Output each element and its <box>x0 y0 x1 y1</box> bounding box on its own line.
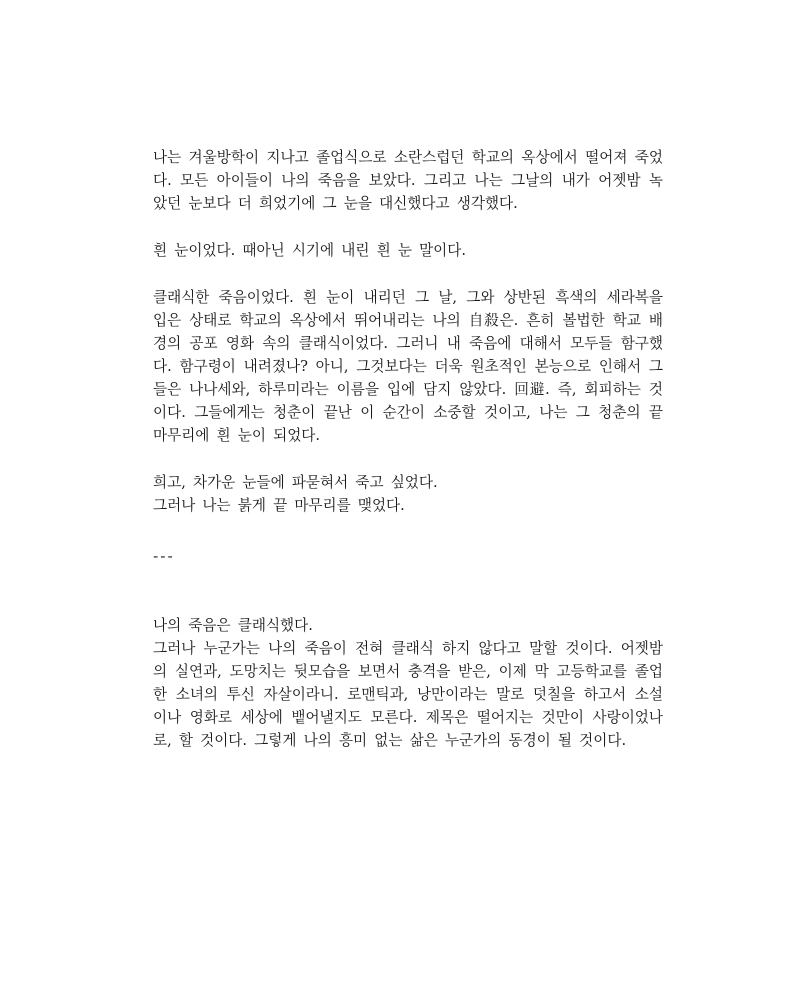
closing-lines <box>153 471 663 517</box>
closing-line-2: 그러나 나는 붉게 끝 마무리를 맺었다. <box>153 497 405 514</box>
document-body <box>153 146 663 776</box>
part2-line-2: 그러나 누군가는 나의 죽음이 전혀 클래식 하지 않다고 말할 것이다. 어젯밤의 실연과, 도망치는 뒷모습을 보면서 충격을 받은, 이제 막 고등학교를 졸업한 소녀의 투신 자살이라니. 로맨틱과, 낭만이라는 말로 덧칠을 하고서 소설이나 영화로 세상에 뱉어낼지도 모른다. 제목은 떨어지는 것만이 사랑이었나로, 할 것이다. 그렇게 나의 흥미 없는 삶은 누군가의 동경이 될 것이다. <box>153 640 663 749</box>
part2-line-1: 나의 죽음은 클래식했다. <box>153 617 313 634</box>
part2-text <box>153 614 663 752</box>
section-separator: --- <box>153 548 175 565</box>
paragraph-3: 클래식한 죽음이었다. 흰 눈이 내리던 그 날, 그와 상반된 흑색의 세라복을 입은 상태로 학교의 옥상에서 뛰어내리는 나의 自殺은. 흔히 볼법한 학교 배경의 공포 영화 속의 클래식이었다. 그러니 내 죽음에 대해서 모두들 함구했다. 함구령이 내려졌나? 아니, 그것보다는 더욱 원초적인 본능으로 인해서 그들은 나나세와, 하루미라는 이름을 입에 담지 않았다. 回避. 즉, 회피하는 것이다. 그들에게는 청춘이 끝난 이 순간이 소중할 것이고, 나는 그 청춘의 끝마무리에 흰 눈이 되었다. <box>153 289 663 444</box>
paragraph-1: 나는 겨울방학이 지나고 졸업식으로 소란스럽던 학교의 옥상에서 떨어져 죽었다. 모든 아이들이 나의 죽음을 보았다. 그리고 나는 그날의 내가 어젯밤 녹았던 눈보다 더 희었기에 그 눈을 대신했다고 생각했다. <box>153 149 663 212</box>
paragraph-2: 흰 눈이었다. 때아닌 시기에 내린 흰 눈 말이다. <box>153 242 467 259</box>
closing-line-1: 희고, 차가운 눈들에 파묻혀서 죽고 싶었다. <box>153 474 438 491</box>
